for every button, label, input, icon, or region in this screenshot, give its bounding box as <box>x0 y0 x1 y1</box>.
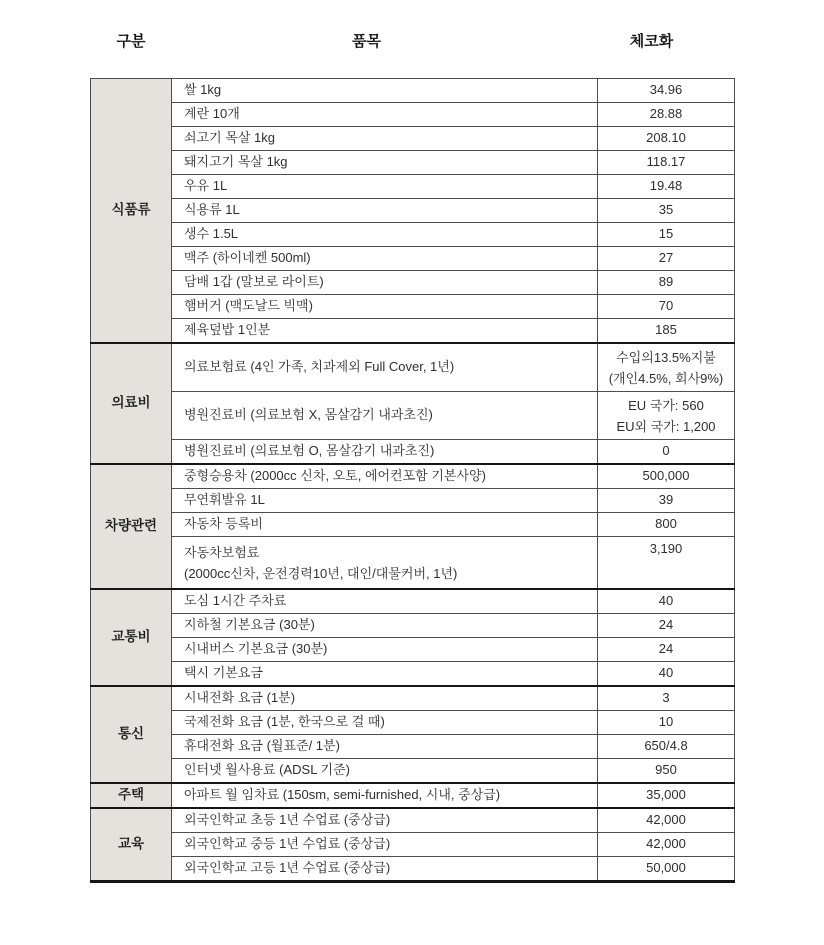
value-cell: 89 <box>598 271 735 295</box>
table-row <box>91 513 735 537</box>
item-cell: 중형승용차 (2000cc 신차, 오토, 에어컨포함 기본사양) <box>172 464 598 489</box>
item-cell: 생수 1.5L <box>172 223 598 247</box>
cell-text-line: 수입의13.5%지불 <box>616 349 716 365</box>
table-row <box>91 589 735 614</box>
value-cell: 500,000 <box>598 464 735 489</box>
table-row <box>91 735 735 759</box>
item-cell: 햄버거 (맥도날드 빅맥) <box>172 295 598 319</box>
value-cell: 10 <box>598 711 735 735</box>
value-cell: 15 <box>598 223 735 247</box>
item-cell <box>172 537 598 590</box>
item-cell: 시내전화 요금 (1분) <box>172 686 598 711</box>
value-cell: 50,000 <box>598 857 735 882</box>
value-cell: 650/4.8 <box>598 735 735 759</box>
item-cell: 국제전화 요금 (1분, 한국으로 걸 때) <box>172 711 598 735</box>
cost-table <box>90 78 735 883</box>
category-cell: 차량관련 <box>91 464 172 589</box>
table-header-row <box>90 30 734 51</box>
value-cell: 42,000 <box>598 808 735 833</box>
value-cell: 24 <box>598 614 735 638</box>
value-cell: 35 <box>598 199 735 223</box>
category-cell: 주택 <box>91 783 172 808</box>
value-cell: 40 <box>598 662 735 687</box>
table-section <box>91 686 735 783</box>
item-cell: 계란 10개 <box>172 103 598 127</box>
table-section <box>91 589 735 686</box>
table-row <box>91 343 735 392</box>
item-cell: 외국인학교 초등 1년 수업료 (중상급) <box>172 808 598 833</box>
value-cell: 118.17 <box>598 151 735 175</box>
category-cell: 의료비 <box>91 343 172 464</box>
value-cell: 208.10 <box>598 127 735 151</box>
value-cell: 34.96 <box>598 79 735 103</box>
table-row <box>91 127 735 151</box>
table-row <box>91 464 735 489</box>
value-cell: 28.88 <box>598 103 735 127</box>
value-cell <box>598 343 735 392</box>
item-cell: 병원진료비 (의료보험 O, 몸살감기 내과초진) <box>172 440 598 465</box>
cell-text-line: (개인4.5%, 회사9%) <box>608 370 724 386</box>
table-section <box>91 464 735 589</box>
category-cell: 식품류 <box>91 79 172 344</box>
item-cell: 도심 1시간 주차료 <box>172 589 598 614</box>
table-row <box>91 537 735 590</box>
table-row <box>91 199 735 223</box>
table-row <box>91 711 735 735</box>
table-section <box>91 808 735 882</box>
item-cell: 외국인학교 중등 1년 수업료 (중상급) <box>172 833 598 857</box>
value-cell: 27 <box>598 247 735 271</box>
item-cell: 담배 1갑 (말보로 라이트) <box>172 271 598 295</box>
table-section <box>91 343 735 464</box>
header-category: 구분 <box>116 33 146 50</box>
table-row <box>91 247 735 271</box>
cell-text-line: (2000cc신차, 운전경력10년, 대인/대물커버, 1년) <box>184 565 458 581</box>
cell-text-line: 자동차보험료 <box>184 544 260 560</box>
table-row <box>91 151 735 175</box>
item-cell: 자동차 등록비 <box>172 513 598 537</box>
table-section <box>91 783 735 808</box>
item-cell: 시내버스 기본요금 (30분) <box>172 638 598 662</box>
item-cell: 병원진료비 (의료보험 X, 몸살감기 내과초진) <box>172 392 598 440</box>
table-row <box>91 79 735 103</box>
value-cell: 39 <box>598 489 735 513</box>
table-row <box>91 440 735 465</box>
table-row <box>91 638 735 662</box>
header-value: 체코화 <box>629 33 674 50</box>
table-row <box>91 223 735 247</box>
table-row <box>91 295 735 319</box>
table-row <box>91 686 735 711</box>
table-section <box>91 79 735 344</box>
item-cell: 휴대전화 요금 (월표준/ 1분) <box>172 735 598 759</box>
cell-text-line: EU 국가: 560 <box>628 397 704 413</box>
value-cell: 40 <box>598 589 735 614</box>
item-cell: 의료보험료 (4인 가족, 치과제외 Full Cover, 1년) <box>172 343 598 392</box>
table-row <box>91 271 735 295</box>
table-row <box>91 808 735 833</box>
value-cell: 35,000 <box>598 783 735 808</box>
item-cell: 쌀 1kg <box>172 79 598 103</box>
value-cell: 0 <box>598 440 735 465</box>
item-cell: 외국인학교 고등 1년 수업료 (중상급) <box>172 857 598 882</box>
value-cell: 950 <box>598 759 735 784</box>
table-row <box>91 489 735 513</box>
category-cell: 교통비 <box>91 589 172 686</box>
table-row <box>91 319 735 344</box>
value-cell: 42,000 <box>598 833 735 857</box>
value-cell: 19.48 <box>598 175 735 199</box>
item-cell: 아파트 월 임차료 (150sm, semi-furnished, 시내, 중상급) <box>172 783 598 808</box>
table-row <box>91 392 735 440</box>
item-cell: 돼지고기 목살 1kg <box>172 151 598 175</box>
item-cell: 무연휘발유 1L <box>172 489 598 513</box>
table-row <box>91 662 735 687</box>
value-cell: 70 <box>598 295 735 319</box>
table-row <box>91 103 735 127</box>
category-cell: 교육 <box>91 808 172 882</box>
cell-text-line: EU외 국가: 1,200 <box>616 418 716 434</box>
value-cell <box>598 392 735 440</box>
value-cell: 800 <box>598 513 735 537</box>
item-cell: 지하철 기본요금 (30분) <box>172 614 598 638</box>
header-item: 품목 <box>352 33 381 50</box>
table-row <box>91 175 735 199</box>
value-cell: 24 <box>598 638 735 662</box>
table-row <box>91 614 735 638</box>
item-cell: 인터넷 월사용료 (ADSL 기준) <box>172 759 598 784</box>
table-row <box>91 783 735 808</box>
value-cell: 185 <box>598 319 735 344</box>
item-cell: 우유 1L <box>172 175 598 199</box>
table-row <box>91 833 735 857</box>
item-cell: 쇠고기 목살 1kg <box>172 127 598 151</box>
category-cell: 통신 <box>91 686 172 783</box>
value-cell: 3,190 <box>598 537 735 590</box>
item-cell: 식용류 1L <box>172 199 598 223</box>
value-cell: 3 <box>598 686 735 711</box>
item-cell: 제육덮밥 1인분 <box>172 319 598 344</box>
item-cell: 택시 기본요금 <box>172 662 598 687</box>
item-cell: 맥주 (하이네켄 500ml) <box>172 247 598 271</box>
table-row <box>91 857 735 882</box>
table-row <box>91 759 735 784</box>
